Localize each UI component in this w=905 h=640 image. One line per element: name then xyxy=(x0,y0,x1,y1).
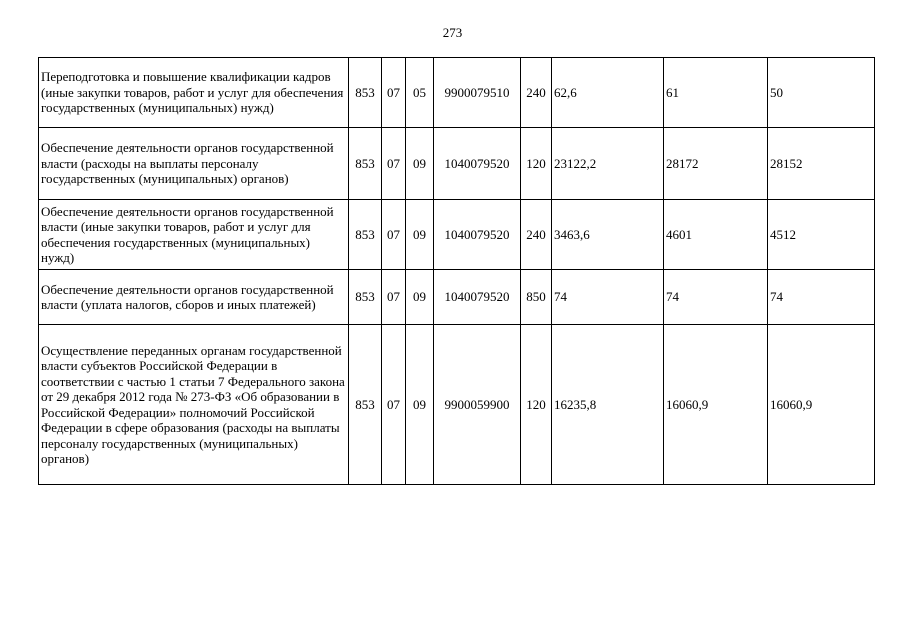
page-number: 273 xyxy=(442,25,463,40)
amount-year3-cell: 16060,9 xyxy=(768,325,875,485)
subsection-code-cell: 09 xyxy=(406,200,434,270)
amount-year2-cell: 28172 xyxy=(664,128,768,200)
table-row xyxy=(39,325,875,485)
target-article-cell: 1040079520 xyxy=(434,128,521,200)
ministry-code-cell: 853 xyxy=(349,325,382,485)
ministry-code-cell: 853 xyxy=(349,58,382,128)
expense-type-cell: 240 xyxy=(521,200,552,270)
subsection-code-cell: 09 xyxy=(406,270,434,325)
subsection-code-cell: 09 xyxy=(406,128,434,200)
section-code-cell: 07 xyxy=(382,58,406,128)
section-code-cell: 07 xyxy=(382,270,406,325)
amount-year1-cell: 74 xyxy=(552,270,664,325)
expense-type-cell: 850 xyxy=(521,270,552,325)
section-code-cell: 07 xyxy=(382,325,406,485)
target-article-cell: 1040079520 xyxy=(434,200,521,270)
amount-year2-cell: 74 xyxy=(664,270,768,325)
amount-year3-cell: 28152 xyxy=(768,128,875,200)
amount-year1-cell: 23122,2 xyxy=(552,128,664,200)
ministry-code-cell: 853 xyxy=(349,200,382,270)
table-row xyxy=(39,128,875,200)
expense-name-cell: Обеспечение деятельности органов государственной власти (уплата налогов, сборов и иных платежей) xyxy=(39,270,349,325)
amount-year2-cell: 61 xyxy=(664,58,768,128)
budget-table-body xyxy=(39,58,875,485)
target-article-cell: 9900059900 xyxy=(434,325,521,485)
table-row xyxy=(39,270,875,325)
amount-year3-cell: 74 xyxy=(768,270,875,325)
expense-name-cell: Осуществление переданных органам государственной власти субъектов Российской Федерации в соответствии с частью 1 статьи 7 Федерального закона от 29 декабря 2012 года № 273-ФЗ «Об образовании в Российской Федерации» полномочий Российской Федерации в сфере образования (расходы на выплаты персоналу государственных (муниципальных) органов) xyxy=(39,325,349,485)
expense-type-cell: 120 xyxy=(521,128,552,200)
section-code-cell: 07 xyxy=(382,128,406,200)
amount-year3-cell: 4512 xyxy=(768,200,875,270)
ministry-code-cell: 853 xyxy=(349,270,382,325)
amount-year3-cell: 50 xyxy=(768,58,875,128)
amount-year1-cell: 62,6 xyxy=(552,58,664,128)
ministry-code-cell: 853 xyxy=(349,128,382,200)
expense-name-cell: Обеспечение деятельности органов государственной власти (иные закупки товаров, работ и услуг для обеспечения государственных (муниципальных) нужд) xyxy=(39,200,349,270)
amount-year2-cell: 4601 xyxy=(664,200,768,270)
expense-type-cell: 240 xyxy=(521,58,552,128)
budget-table xyxy=(38,57,875,485)
target-article-cell: 1040079520 xyxy=(434,270,521,325)
amount-year2-cell: 16060,9 xyxy=(664,325,768,485)
amount-year1-cell: 3463,6 xyxy=(552,200,664,270)
amount-year1-cell: 16235,8 xyxy=(552,325,664,485)
subsection-code-cell: 09 xyxy=(406,325,434,485)
target-article-cell: 9900079510 xyxy=(434,58,521,128)
table-row xyxy=(39,58,875,128)
expense-name-cell: Переподготовка и повышение квалификации кадров (иные закупки товаров, работ и услуг для обеспечения государственных (муниципальных) нужд) xyxy=(39,58,349,128)
table-row xyxy=(39,200,875,270)
section-code-cell: 07 xyxy=(382,200,406,270)
subsection-code-cell: 05 xyxy=(406,58,434,128)
expense-type-cell: 120 xyxy=(521,325,552,485)
expense-name-cell: Обеспечение деятельности органов государственной власти (расходы на выплаты персоналу государственных (муниципальных) органов) xyxy=(39,128,349,200)
